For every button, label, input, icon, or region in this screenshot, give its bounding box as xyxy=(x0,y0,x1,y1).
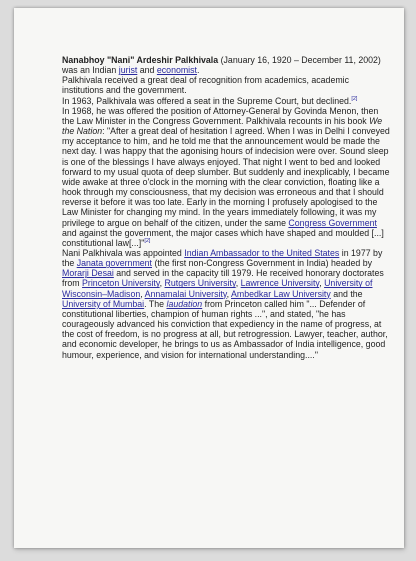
text-span: and served in the capacity till 1979. He received honorary doctorates from xyxy=(62,268,384,289)
text-span: , xyxy=(235,278,241,289)
text-span: and xyxy=(137,65,157,76)
paragraph-recognition: Palkhivala received a great deal of recognition from academics, academic institutions and the government. xyxy=(62,75,350,96)
text-span: from Princeton called him "... Defender of constitutional liberties, champion of human rights ...", and stated, "he has courageously advanced his conviction that expediency in the name of progress, at the cost of freedom, is no progress at all, but retrogression. Lawyer, teacher, author, and economic developer, he brings to us as Ambassador of India intelligence, good humour, experience, and vision for international understanding...." xyxy=(62,298,388,360)
link-congress-government[interactable]: Congress Government xyxy=(288,217,377,228)
link-rutgers-university[interactable]: Rutgers University xyxy=(164,278,236,289)
link-morarji-desai[interactable]: Morarji Desai xyxy=(62,268,114,279)
link-princeton-university[interactable]: Princeton University xyxy=(82,278,160,289)
text-span: In 1968, he was offered the position of Attorney-General by Govinda Menon, then the Law Minister in the Congress Government. Palkhivala recounts in his book xyxy=(62,105,379,126)
link-jurist[interactable]: jurist xyxy=(118,65,138,76)
text-span: Nani Palkhivala was appointed xyxy=(62,247,185,258)
link-annamalai-university[interactable]: Annamalai University xyxy=(144,288,227,299)
paper-sheet xyxy=(14,8,404,548)
link-lawrence-university[interactable]: Lawrence University xyxy=(240,278,320,289)
link-ambedkar-law-university[interactable]: Ambedkar Law University xyxy=(231,288,331,299)
link-economist[interactable]: economist xyxy=(156,65,197,76)
text-span: , xyxy=(159,278,165,289)
text-span: , xyxy=(319,278,325,289)
article-text xyxy=(62,55,392,360)
link-indian-ambassador[interactable]: Indian Ambassador to the United States xyxy=(184,247,340,258)
link-janata-government[interactable]: Janata government xyxy=(76,258,152,269)
text-span: , xyxy=(140,288,145,299)
text-span: In 1963, Palkhivala was offered a seat in the Supreme Court, but declined. xyxy=(62,95,352,106)
paragraph-ambassador xyxy=(62,248,392,360)
paragraph-supreme-court xyxy=(62,96,392,106)
laudation-text: laudation xyxy=(166,298,203,309)
text-span: , xyxy=(226,288,232,299)
link-university-of-wisconsin[interactable]: University of Wisconsin–Madison xyxy=(62,278,373,299)
paragraph-intro xyxy=(62,55,392,75)
text-span: . xyxy=(196,65,200,76)
text-span: (the first non-Congress Government in India) headed by xyxy=(152,258,373,269)
reference-2[interactable]: [2] xyxy=(144,237,151,244)
text-span: and the xyxy=(330,288,363,299)
subject-name: Nanabhoy "Nani" Ardeshir Palkhivala xyxy=(62,55,219,65)
link-laudation[interactable] xyxy=(166,299,202,309)
text-span: : "After a great deal of hesitation I agreed. When I was in Delhi I conveyed my acceptance to him, and he told me that the announcement would be made the next day. I was happy that the agonising hours of indecision were over. Sound sleep is one of the blessings I have always enjoyed. That night I went to bed and looked forward to my usual quota of deep slumber. But suddenly and inexplicably, I became wide awake at three o'clock in the morning with the clear conviction, floating like a hook through my consciousness, that my decision was erroneous and that I should reverse it before it was too late. Early in the morning I profusely apologised to the Law Minister for changing my mind. In the years immediately following, it was my privilege to argue on behalf of the citizen, under the same xyxy=(62,126,390,228)
text-span: in 1977 by the xyxy=(62,247,383,269)
paragraph-attorney-general xyxy=(62,106,392,248)
text-span: (January 16, 1920 – December 11, 2002) was an Indian xyxy=(62,55,381,76)
reference-2[interactable]: [2] xyxy=(351,95,358,102)
text-span: . The xyxy=(144,298,167,309)
book-title: We the Nation xyxy=(62,115,383,137)
link-university-of-mumbai[interactable]: University of Mumbai xyxy=(62,298,145,309)
text-span: and against the government, the major cases which have shaped and moulded [...] constitutional law[...]" xyxy=(62,227,384,248)
